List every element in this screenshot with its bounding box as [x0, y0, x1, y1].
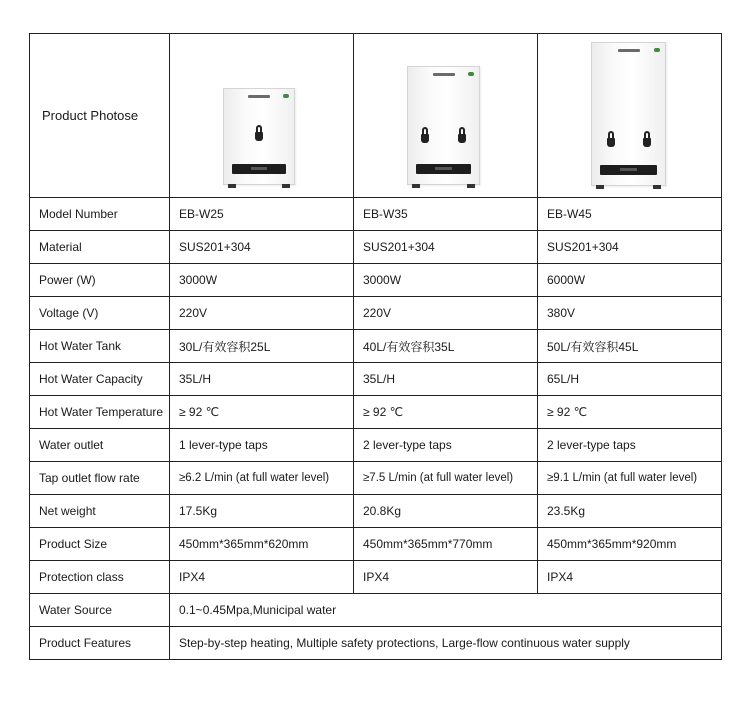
cell-value: 2 lever-type taps: [538, 429, 722, 462]
photo-row: [30, 34, 722, 198]
cell-value: 65L/H: [538, 363, 722, 396]
cell-value: 220V: [354, 297, 538, 330]
cell-value: ≥ 92 ℃: [354, 396, 538, 429]
row-label: Net weight: [30, 495, 170, 528]
cell-value: 20.8Kg: [354, 495, 538, 528]
row-label: Product Features: [30, 627, 170, 660]
row-label: Model Number: [30, 198, 170, 231]
cell-value: SUS201+304: [538, 231, 722, 264]
row-protection-class: [30, 561, 722, 594]
cell-value: 3000W: [354, 264, 538, 297]
cell-value: 6000W: [538, 264, 722, 297]
cell-value: 2 lever-type taps: [354, 429, 538, 462]
row-product-size: [30, 528, 722, 561]
cell-value: IPX4: [170, 561, 354, 594]
cell-value: Step-by-step heating, Multiple safety protections, Large-flow continuous water supply: [170, 627, 722, 660]
cell-value: 23.5Kg: [538, 495, 722, 528]
row-hot-water-tank: [30, 330, 722, 363]
row-product-features: [30, 627, 722, 660]
cell-value: EB-W35: [354, 198, 538, 231]
row-label: Hot Water Temperature: [30, 396, 170, 429]
row-label: Product Photose: [30, 34, 170, 198]
row-label: Water outlet: [30, 429, 170, 462]
row-label: Protection class: [30, 561, 170, 594]
cell-value: EB-W25: [170, 198, 354, 231]
water-boiler-image-3: [591, 42, 666, 186]
cell-value: 3000W: [170, 264, 354, 297]
water-boiler-image-1: [223, 88, 295, 185]
cell-value: SUS201+304: [354, 231, 538, 264]
row-voltage: [30, 297, 722, 330]
photo-cell-ebw35: [354, 34, 538, 198]
row-water-outlet: [30, 429, 722, 462]
row-label: Voltage (V): [30, 297, 170, 330]
row-power: [30, 264, 722, 297]
row-label: Product Size: [30, 528, 170, 561]
cell-value: 1 lever-type taps: [170, 429, 354, 462]
cell-value: 450mm*365mm*620mm: [170, 528, 354, 561]
spec-table: [29, 33, 722, 660]
row-label: Hot Water Tank: [30, 330, 170, 363]
cell-value: ≥7.5 L/min (at full water level): [354, 462, 538, 495]
water-boiler-image-2: [407, 66, 480, 185]
cell-value: IPX4: [538, 561, 722, 594]
cell-value: ≥6.2 L/min (at full water level): [170, 462, 354, 495]
row-material: [30, 231, 722, 264]
cell-value: 40L/有效容积35L: [354, 330, 538, 363]
cell-value: 30L/有效容积25L: [170, 330, 354, 363]
row-label: Hot Water Capacity: [30, 363, 170, 396]
row-net-weight: [30, 495, 722, 528]
cell-value: 450mm*365mm*920mm: [538, 528, 722, 561]
cell-value: 17.5Kg: [170, 495, 354, 528]
cell-value: 35L/H: [170, 363, 354, 396]
row-water-source: [30, 594, 722, 627]
cell-value: 380V: [538, 297, 722, 330]
cell-value: IPX4: [354, 561, 538, 594]
cell-value: ≥ 92 ℃: [538, 396, 722, 429]
cell-value: 450mm*365mm*770mm: [354, 528, 538, 561]
cell-value: 50L/有效容积45L: [538, 330, 722, 363]
row-label: Material: [30, 231, 170, 264]
row-hot-water-capacity: [30, 363, 722, 396]
row-label: Water Source: [30, 594, 170, 627]
cell-value: SUS201+304: [170, 231, 354, 264]
cell-value: 35L/H: [354, 363, 538, 396]
cell-value: 220V: [170, 297, 354, 330]
row-model-number: [30, 198, 722, 231]
cell-value: 0.1~0.45Mpa,Municipal water: [170, 594, 722, 627]
cell-value: EB-W45: [538, 198, 722, 231]
photo-cell-ebw45: [538, 34, 722, 198]
photo-cell-ebw25: [170, 34, 354, 198]
row-tap-outlet-flow-rate: [30, 462, 722, 495]
row-label: Power (W): [30, 264, 170, 297]
row-label: Tap outlet flow rate: [30, 462, 170, 495]
cell-value: ≥9.1 L/min (at full water level): [538, 462, 722, 495]
row-hot-water-temperature: [30, 396, 722, 429]
cell-value: ≥ 92 ℃: [170, 396, 354, 429]
